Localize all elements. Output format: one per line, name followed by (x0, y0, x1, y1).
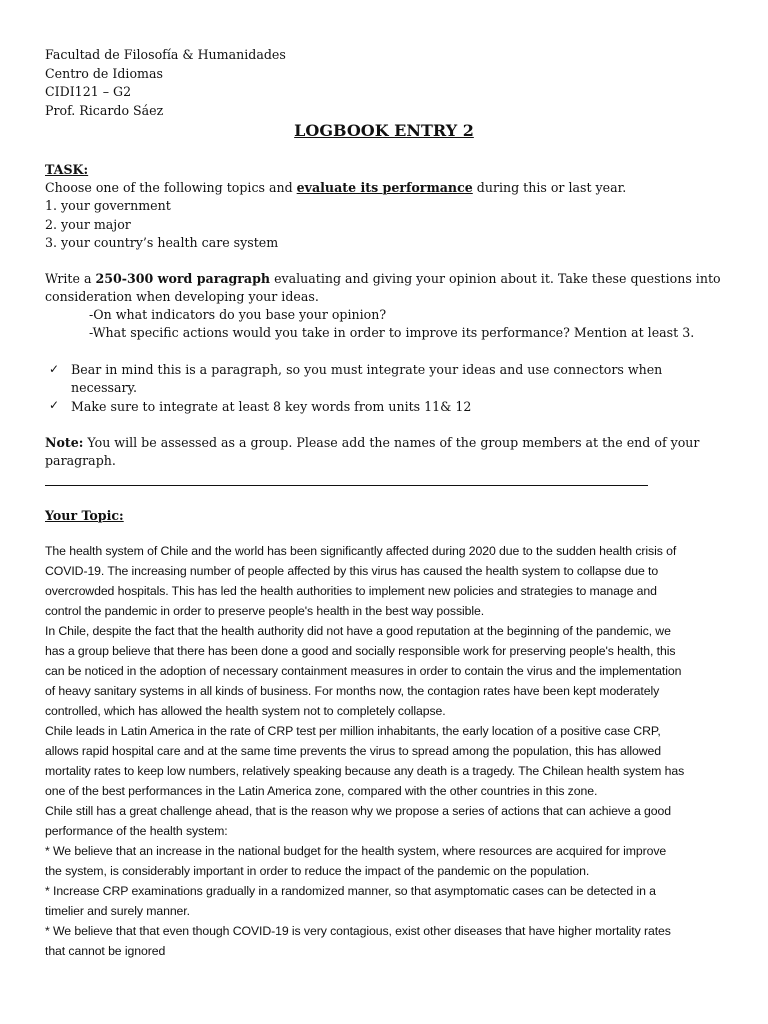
guiding-question: -On what indicators do you base your opinion? (89, 307, 387, 322)
checklist-item: Make sure to integrate at least 8 key words from units 11& 12 (71, 399, 472, 414)
body-text-line: one of the best performances in the Latin America zone, compared with the other countries in this zone. (45, 784, 598, 798)
body-text-line: control the pandemic in order to preserve people's health in the best way possible. (45, 604, 485, 618)
body-text-line: * We believe that an increase in the national budget for the health system, where resources are acquired for improve (45, 844, 667, 858)
checkmark-icon: ✓ (49, 398, 60, 412)
body-text-line: of heavy sanitary systems in all kinds of business. For months now, the contagion rates have been kept moderately (45, 684, 660, 698)
word-count-emphasis: 250-300 word paragraph (95, 271, 271, 286)
task-emphasis: evaluate its performance (296, 180, 473, 195)
body-text-line: Chile still has a great challenge ahead, that is the reason why we propose a series of actions that can achieve a good (45, 804, 671, 818)
divider-line (45, 485, 648, 486)
checklist-item-cont: necessary. (71, 380, 137, 395)
body-text-line: mortality rates to keep low numbers, relatively speaking because any death is a tragedy. The Chilean health system has (45, 764, 685, 778)
topic-item: 1. your government (45, 198, 171, 213)
body-text-line: * We believe that that even though COVID-19 is very contagious, exist other diseases that have higher mortality rates (45, 924, 671, 938)
body-text-line: * Increase CRP examinations gradually in a randomized manner, so that asymptomatic cases can be detected in a (45, 884, 656, 898)
body-text-line: COVID-19. The increasing number of people affected by this virus has caused the health system to collapse due to (45, 564, 659, 578)
body-text-line: In Chile, despite the fact that the health authority did not have a good reputation at the beginning of the pandemic, we (45, 624, 671, 638)
write-instruction-cont: consideration when developing your ideas. (45, 289, 319, 304)
note-label: Note: (45, 435, 84, 450)
body-text-line: performance of the health system: (45, 824, 228, 838)
task-intro: Choose one of the following topics and evaluate its performance during this or last year. (45, 180, 627, 195)
checklist-item: Bear in mind this is a paragraph, so you must integrate your ideas and use connectors when (71, 362, 663, 377)
body-text-line: can be noticed in the adoption of necessary containment measures in order to contain the virus and the implementation (45, 664, 682, 678)
task-heading: TASK: (45, 162, 89, 177)
checkmark-icon: ✓ (49, 362, 60, 376)
body-text-line: has a group believe that there has been done a good and socially responsible work for preserving people's health, this (45, 644, 676, 658)
topic-item: 3. your country’s health care system (45, 235, 279, 250)
body-text-line: overcrowded hospitals. This has led the health authorities to implement new policies and strategies to manage and (45, 584, 657, 598)
course-code: CIDI121 – G2 (45, 84, 132, 99)
guiding-question: -What specific actions would you take in order to improve its performance? Mention at least 3. (89, 325, 695, 340)
topic-item: 2. your major (45, 217, 131, 232)
body-text-line: Chile leads in Latin America in the rate of CRP test per million inhabitants, the early location of a positive case CRP, (45, 724, 661, 738)
write-instruction: Write a 250-300 word paragraph evaluating and giving your opinion about it. Take these questions into (45, 271, 721, 286)
your-topic-heading: Your Topic: (45, 508, 124, 523)
professor-name: Prof. Ricardo Sáez (45, 103, 164, 118)
note-text: Note: You will be assessed as a group. Please add the names of the group members at the end of your (45, 435, 700, 450)
body-text-line: the system, is considerably important in order to reduce the impact of the pandemic on the population. (45, 864, 590, 878)
faculty-name: Facultad de Filosofía & Humanidades (45, 47, 286, 62)
body-text-line: controlled, which has allowed the health system not to completely collapse. (45, 704, 446, 718)
body-text-line: that cannot be ignored (45, 944, 166, 958)
body-text-line: allows rapid hospital care and at the same time prevents the virus to spread among the population, this has allowed (45, 744, 662, 758)
center-name: Centro de Idiomas (45, 66, 163, 81)
note-text-cont: paragraph. (45, 453, 116, 468)
page-title: LOGBOOK ENTRY 2 (294, 121, 474, 140)
body-text-line: timelier and surely manner. (45, 904, 190, 918)
body-text-line: The health system of Chile and the world has been significantly affected during 2020 due to the sudden health crisis of (45, 544, 677, 558)
